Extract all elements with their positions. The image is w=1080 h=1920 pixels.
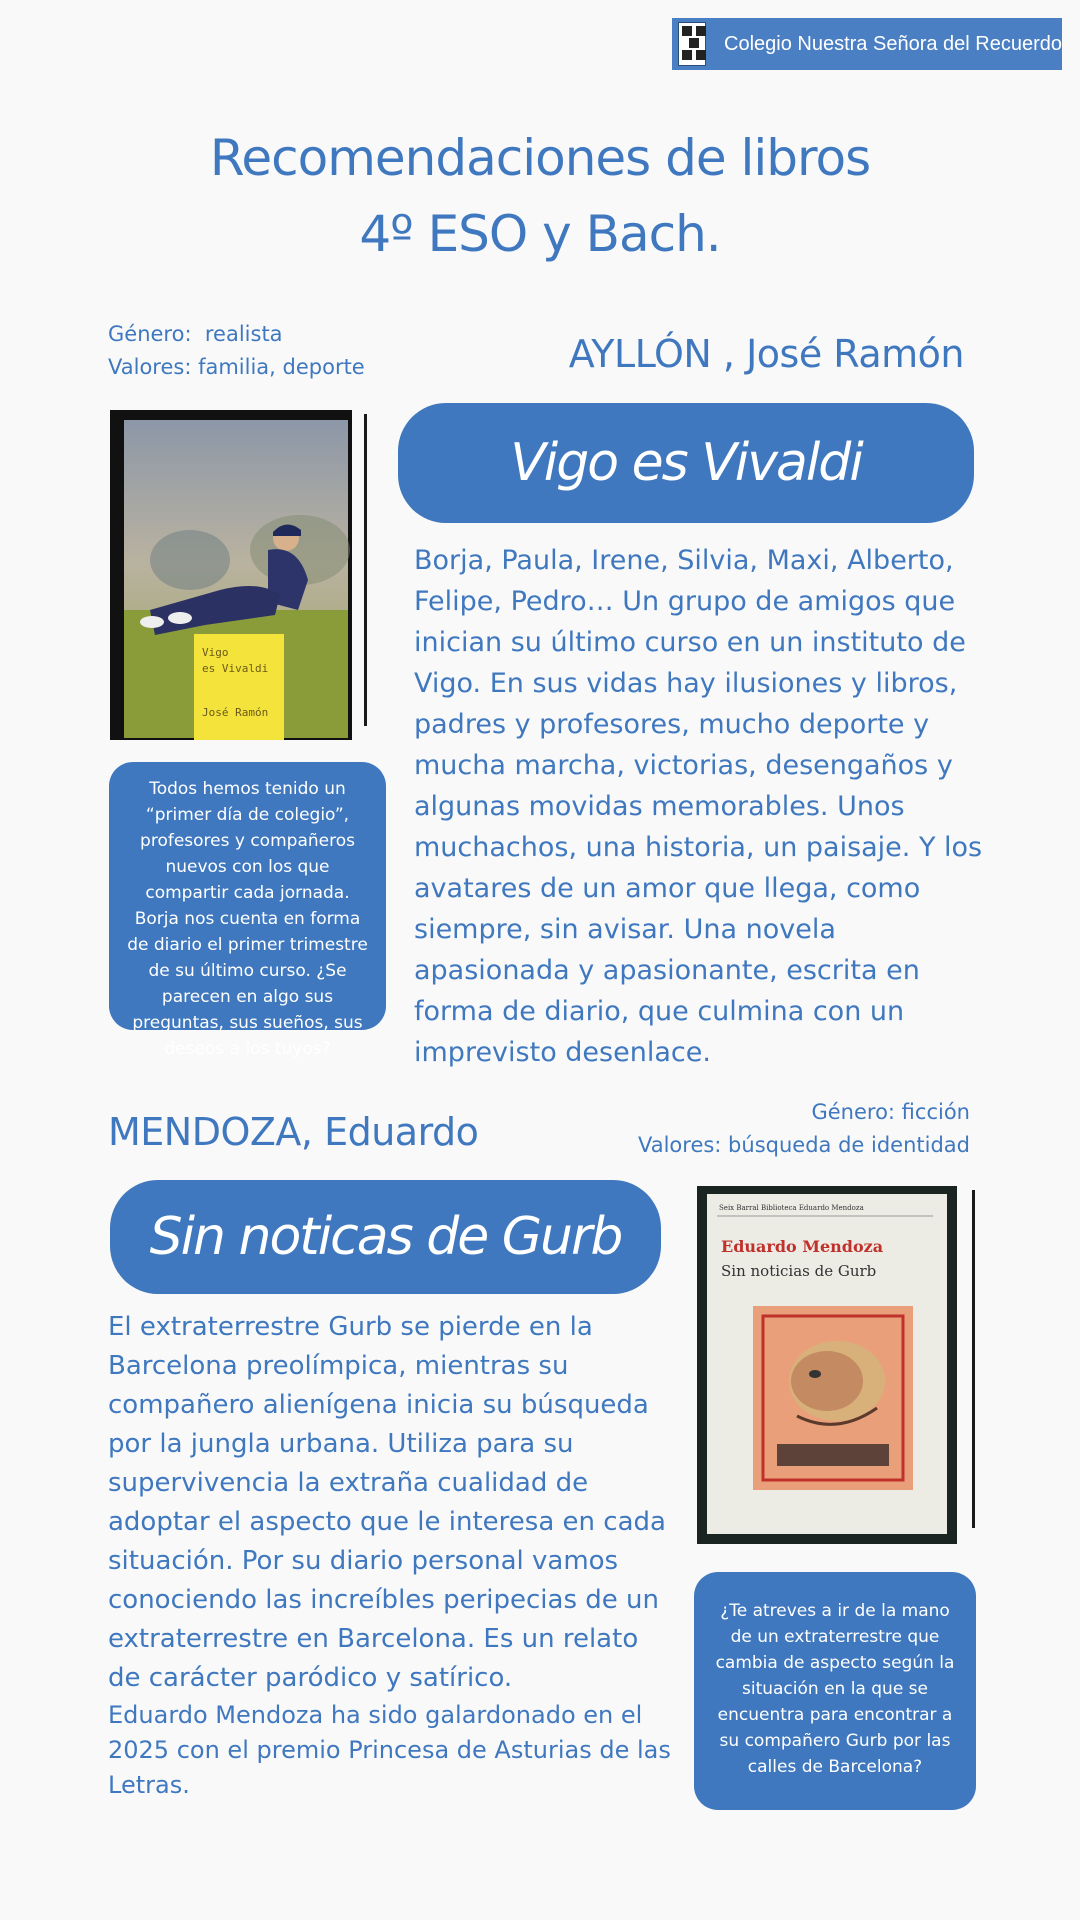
book2-award: Eduardo Mendoza ha sido galardonado en el 2025 con el premio Princesa de Asturias de las Letras. [108, 1701, 671, 1799]
book2-meta [560, 1096, 970, 1162]
book1-cover-author: José Ramón [202, 706, 269, 719]
school-name: Colegio Nuestra Señora del Recuerdo [724, 32, 1062, 55]
page-title [0, 120, 1080, 272]
page-title-line1: Recomendaciones de libros [209, 129, 871, 187]
book1-author: AYLLÓN , José Ramón [568, 332, 964, 376]
book2-title-pill [110, 1180, 661, 1294]
book1-cover-title-2: es Vivaldi [202, 662, 269, 675]
book1-genre: Género: realista [108, 322, 283, 346]
book2-cover-title: Sin noticias de Gurb [721, 1262, 877, 1280]
book2-cover-author: Eduardo Mendoza [721, 1237, 884, 1256]
book1-values: Valores: familia, deporte [108, 355, 365, 379]
book2-description: El extraterrestre Gurb se pierde en la Barcelona preolímpica, mientras su compañero alienígena inicia su búsqueda por la jungla urbana. Utiliza para su supervivencia la extraña cualidad de adoptar el aspecto que le interesa en cada situación. Por su diario personal vamos conociendo las increíbles peripecias de un extraterrestre en Barcelona. Es un relato de carácter paródico y satírico. [108, 1312, 666, 1693]
book2-title: Sin noticas de Gurb [149, 1207, 622, 1267]
school-badge [672, 18, 1062, 70]
book2-cover-publisher: Seix Barral Biblioteca Eduardo Mendoza [719, 1204, 864, 1212]
book1-cover-image [110, 410, 352, 740]
book2-genre: Género: ficción [811, 1100, 970, 1124]
page-title-line2: 4º ESO y Bach. [359, 205, 721, 263]
book1-description: Borja, Paula, Irene, Silvia, Maxi, Alberto, Felipe, Pedro… Un grupo de amigos que inician su último curso en un instituto de Vigo. En sus vidas hay ilusiones y libros, padres y profesores, mucho deporte y mucha marcha, victorias, desengaños y algunas movidas memorables. Unos muchachos, una historia, un paisaje. Y los avatares de un amor que llega, como siempre, sin avisar. Una novela apasionada y apasionante, escrita en forma de diario, que culmina con un imprevisto desenlace. [414, 545, 983, 1068]
book1-cover-title-1: Vigo [202, 646, 229, 659]
school-crest-icon [678, 22, 706, 66]
book1-title: Vigo es Vivaldi [510, 433, 862, 493]
book2-divider [972, 1190, 975, 1528]
book2-quote: ¿Te atreves a ir de la mano de un extraterrestre que cambia de aspecto según la situación en la que se encuentra para encontrar a su compañero Gurb por las calles de Barcelona? [694, 1572, 976, 1810]
book1-cover [110, 410, 352, 740]
book1-quote: Todos hemos tenido un “primer día de colegio”, profesores y compañeros nuevos con los que compartir cada jornada. Borja nos cuenta en forma de diario el primer trimestre de su último curso. ¿Se parecen en algo sus preguntas, sus sueños, sus deseos a los tuyos? [109, 762, 386, 1030]
book1-title-pill [398, 403, 974, 523]
book1-meta [108, 318, 468, 384]
book2-cover [697, 1186, 957, 1544]
book1-divider [364, 414, 367, 726]
book2-author: MENDOZA, Eduardo [108, 1110, 479, 1154]
book2-values: Valores: búsqueda de identidad [637, 1133, 970, 1157]
book2-cover-image [697, 1186, 957, 1544]
